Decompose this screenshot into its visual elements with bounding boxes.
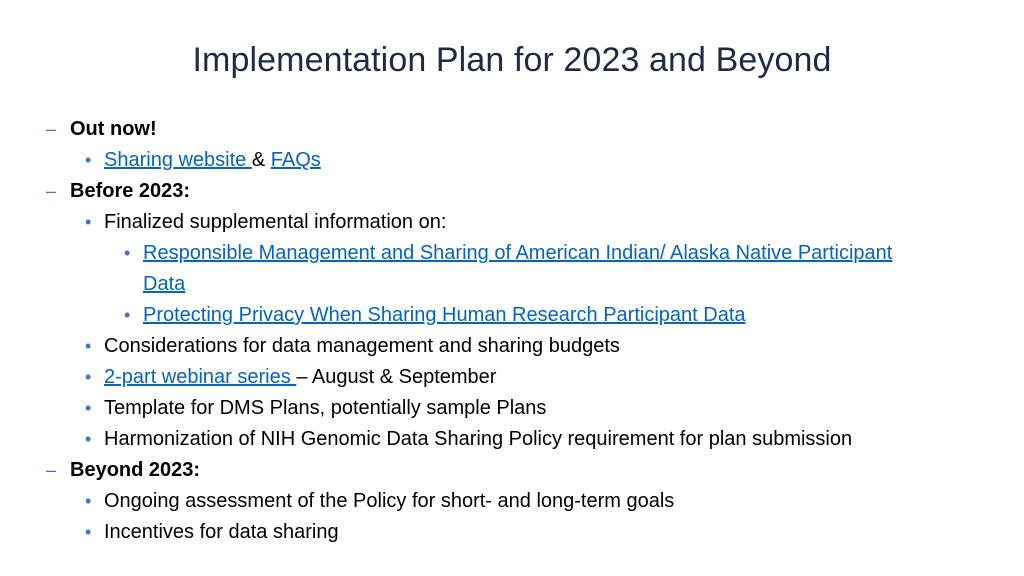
list-item-aian-data <box>0 238 1000 269</box>
list-item-text: Template for DMS Plans, potentially sample Plans <box>104 397 547 419</box>
section-before-2023 <box>0 176 1000 207</box>
faqs-link[interactable]: FAQs <box>270 149 321 171</box>
list-item-sharing-website <box>0 145 1000 176</box>
list-item-incentives <box>0 517 1000 548</box>
list-item-text <box>104 362 496 393</box>
list-item-webinar <box>0 362 1000 393</box>
bullet-marker: • <box>85 212 92 232</box>
bullet-marker: • <box>85 398 92 418</box>
list-item-text: Ongoing assessment of the Policy for short- and long-term goals <box>104 490 675 512</box>
dash-marker: – <box>46 460 57 480</box>
section-beyond-2023 <box>0 455 1000 486</box>
bullet-marker: • <box>85 522 92 542</box>
list-item-template <box>0 393 1000 424</box>
list-item-text: Finalized supplemental information on: <box>104 211 447 233</box>
list-item-privacy <box>0 300 1000 331</box>
list-item-text <box>143 269 185 300</box>
list-item-text: Considerations for data management and sharing budgets <box>104 335 620 357</box>
list-item-text: Harmonization of NIH Genomic Data Sharing Policy requirement for plan submission <box>104 428 853 450</box>
webinar-series-link[interactable]: 2-part webinar series <box>104 366 297 388</box>
bullet-marker: • <box>85 367 92 387</box>
list-item-supplemental <box>0 207 1000 238</box>
list-item-budgets <box>0 331 1000 362</box>
dash-marker: – <box>46 119 57 139</box>
list-item-text <box>104 145 321 176</box>
sharing-website-link[interactable]: Sharing website <box>104 149 252 171</box>
bullet-marker: • <box>85 491 92 511</box>
webinar-dates-text: – August & September <box>296 366 497 388</box>
list-item-text <box>143 238 892 269</box>
section-heading: Before 2023: <box>70 180 191 202</box>
bullet-marker: • <box>85 336 92 356</box>
list-item-harmonization <box>0 424 1000 455</box>
list-item-text: Incentives for data sharing <box>104 521 339 543</box>
slide-title: Implementation Plan for 2023 and Beyond <box>192 41 832 79</box>
bullet-marker: • <box>85 150 92 170</box>
bullet-marker: • <box>85 429 92 449</box>
bullet-marker: • <box>124 243 131 263</box>
privacy-link[interactable]: Protecting Privacy When Sharing Human Research Participant Data <box>143 304 746 326</box>
list-item-assessment <box>0 486 1000 517</box>
section-heading: Out now! <box>70 118 157 140</box>
bullet-list <box>0 114 1000 548</box>
ampersand-text: & <box>251 149 266 171</box>
aian-data-link[interactable]: Responsible Management and Sharing of American Indian/ Alaska Native Participant <box>143 242 893 264</box>
dash-marker: – <box>46 181 57 201</box>
list-item-aian-data-continued <box>0 269 1000 300</box>
aian-data-link-continued[interactable]: Data <box>143 273 186 295</box>
section-heading: Beyond 2023: <box>70 459 201 481</box>
bullet-marker: • <box>124 305 131 325</box>
list-item-text <box>143 300 746 331</box>
section-out-now <box>0 114 1000 145</box>
